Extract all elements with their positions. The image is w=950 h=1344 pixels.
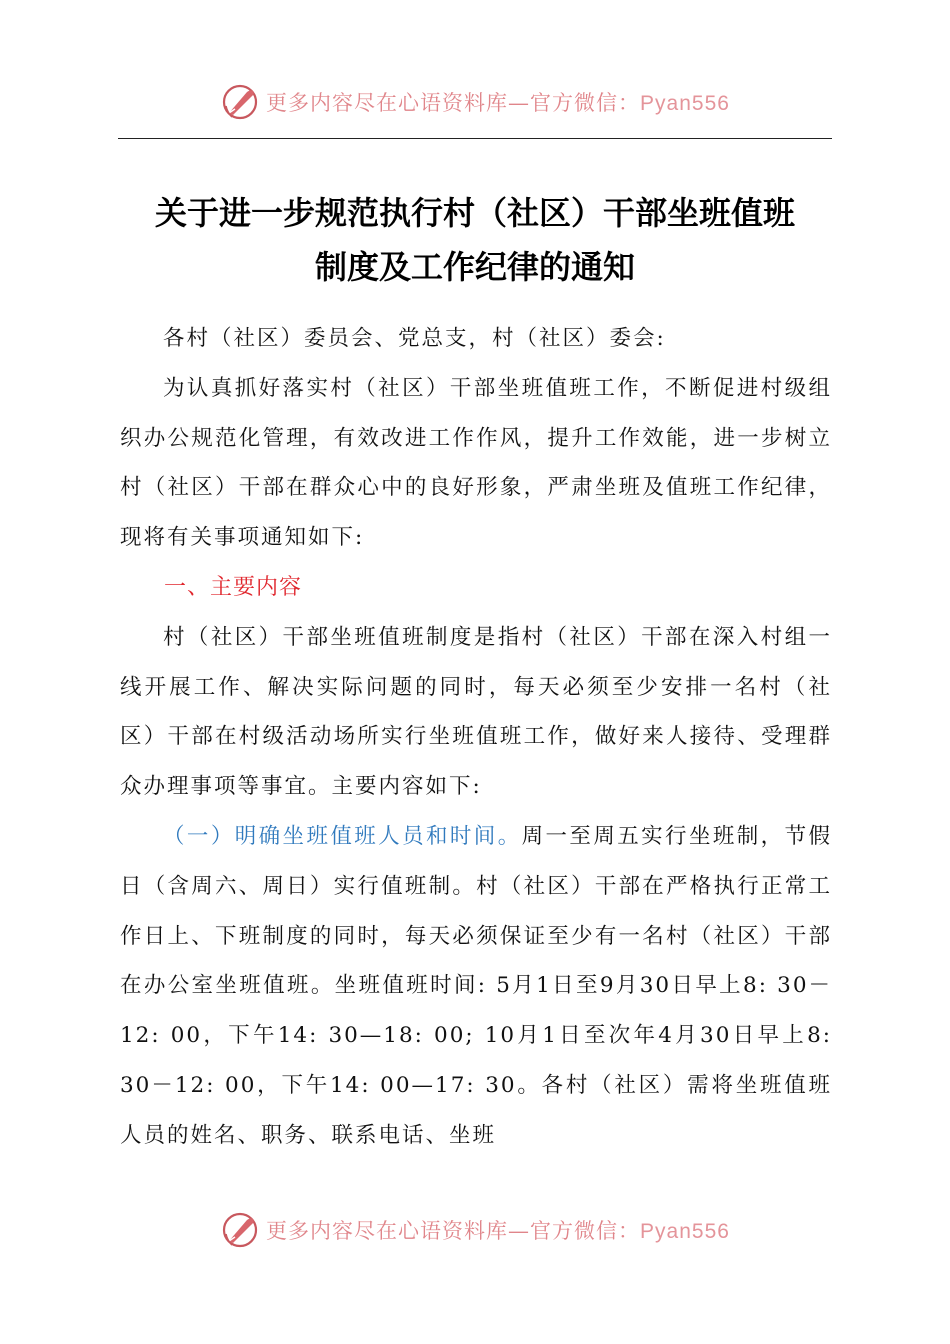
banner-text-footer xyxy=(266,1215,730,1245)
banner-wechat-id: Pyan556 xyxy=(640,92,730,115)
banner-text xyxy=(266,87,730,117)
subsection-1-paragraph xyxy=(120,812,832,1161)
subsection-heading: （一）明确坐班值班人员和时间。 xyxy=(163,823,522,849)
banner-label-footer: 更多内容尽在心语资料库—官方微信： xyxy=(266,1219,641,1243)
title-line-2: 制度及工作纪律的通知 xyxy=(314,248,635,286)
header-banner xyxy=(0,80,950,124)
section-1-paragraph: 村（社区）干部坐班值班制度是指村（社区）干部在深入村组一线开展工作、解决实际问题的同时，每天必须至少安排一名村（社区）干部在村级活动场所实行坐班值班工作，做好来人接待、受理群众办理事项等事宜。主要内容如下: xyxy=(120,624,832,800)
document-body xyxy=(120,314,832,1161)
subsection-body: 周一至周五实行坐班制，节假日（含周六、周日）实行值班制。村（社区）干部在严格执行正常工作日上、下班制度的同时，每天必须保证至少有一名村（社区）干部在办公室坐班值班。坐班值班时间: 5月1日至9月30日早上8: 30－12: 00，下午14: 30—18: 00; 10月1日至次年4月30日早上8: 30－12: 00，下午14: 00—17: 30。各村（社区）需将坐班值班人员的姓名、职务、联系电话、坐班 xyxy=(120,823,832,1148)
section-heading-main-content: 一、主要内容 xyxy=(164,574,303,600)
intro-paragraph: 为认真抓好落实村（社区）干部坐班值班工作，不断促进村级组织办公规范化管理，有效改进工作作风，提升工作效能，进一步树立村（社区）干部在群众心中的良好形象，严肃坐班及值班工作纪律，现将有关事项通知如下: xyxy=(120,375,832,551)
title-line-1: 关于进一步规范执行村（社区）干部坐班值班 xyxy=(154,194,795,232)
banner-wechat-id-footer: Pyan556 xyxy=(640,1220,730,1243)
quill-pen-logo-icon xyxy=(220,82,260,122)
quill-pen-logo-icon xyxy=(220,1210,260,1250)
footer-banner xyxy=(0,1208,950,1252)
salutation: 各村（社区）委员会、党总支，村（社区）委会: xyxy=(163,326,666,351)
banner-label: 更多内容尽在心语资料库—官方微信： xyxy=(266,91,641,115)
header-divider xyxy=(118,138,832,139)
document-title xyxy=(100,186,850,294)
